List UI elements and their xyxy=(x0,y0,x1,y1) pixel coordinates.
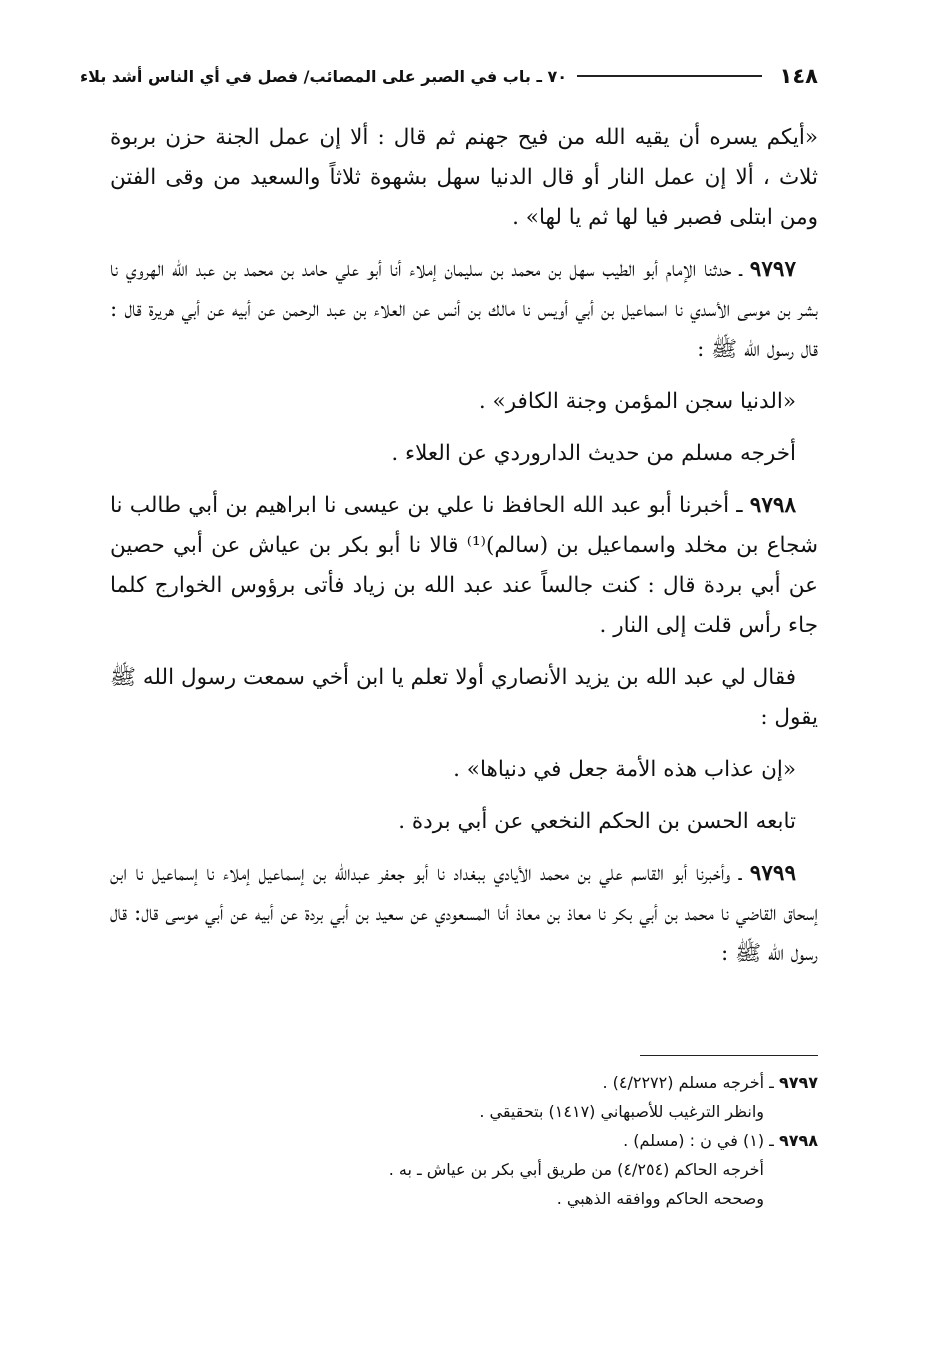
hadith-chain: ـ حدثنا الإمام أبو الطيب سهل بن محمد بن سليمان إملاء أنا أبو علي حامد بن محمد بن عبد الله الهروي نا بشر بن موسى الأسدي نا اسماعيل بن أبي أويس نا مالك بن أنس عن العلاء بن عبد الرحمن عن أبيه عن أبي هريرة قال : قال رسول الله ﷺ : xyxy=(110,257,818,362)
footnote-9798 xyxy=(160,1126,818,1155)
chapter-title: ٧٠ ـ باب في الصبر على المصائب/ فصل في أي الناس أشد بلاء xyxy=(80,66,568,86)
footnote-text: أخرجه الحاكم (٤/٢٥٤) من طريق أبي بكر بن عياش ـ به . xyxy=(388,1160,764,1179)
footnote-rule xyxy=(640,1055,818,1056)
header-rule xyxy=(577,75,762,77)
hadith-note: تابعه الحسن بن الحكم النخعي عن أبي بردة . xyxy=(398,809,796,834)
main-text xyxy=(110,118,818,986)
hadith-narration: فقال لي عبد الله بن يزيد الأنصاري أولا تعلم يا ابن أخي سمعت رسول الله ﷺ يقول : xyxy=(110,665,818,730)
hadith-text: «إن عذاب هذه الأمة جعل في دنياها» . xyxy=(453,757,796,782)
hadith-text: «الدنيا سجن المؤمن وجنة الكافر» . xyxy=(478,389,796,414)
hadith-note: أخرجه مسلم من حديث الداروردي عن العلاء . xyxy=(391,441,796,466)
hadith-chain: ـ أخبرنا أبو عبد الله الحافظ نا علي بن عيسى نا ابراهيم بن أبي طالب نا شجاع بن مخلد واسماعيل بن (سالم)⁽¹⁾ قالا نا أبو بكر بن عياش عن أبي حصين عن أبي بردة قال : كنت جالساً عند عبد الله بن زياد فأتى برؤوس الخوارج كلما جاء رأس قلت إلى النار . xyxy=(110,493,818,638)
hadith-number: ٩٧٩٩ xyxy=(749,861,796,886)
hadith-number: ٩٧٩٧ xyxy=(749,257,796,282)
hadith-number: ٩٧٩٨ xyxy=(749,493,796,518)
footnote-text: ـ (١) في ن : (مسلم) . xyxy=(623,1131,779,1150)
hadith-chain: ـ وأخبرنا أبو القاسم علي بن محمد الأيادي ببغداد نا أبو جعفر عبدالله بن إسماعيل إملاء نا إسماعيل نا ابن إسحاق القاضي نا محمد بن أبي بكر نا معاذ بن معاذ أنا المسعودي عن سعيد بن أبي بردة عن أبيه عن أبي موسى قال: قال رسول الله ﷺ : xyxy=(110,861,818,966)
hadith-9799 xyxy=(110,854,818,974)
hadith-9797 xyxy=(110,250,818,370)
hadith-continuation: «أيكم يسره أن يقيه الله من فيح جهنم ثم قال : ألا إن عمل الجنة حزن بربوة ثلاث ، ألا إن عمل النار أو قال الدنيا سهل بشهوة ثلاثاً والسعيد من وقى الفتن ومن ابتلى فصبر فيا لها ثم يا لها» . xyxy=(110,125,818,230)
footnote-text: ـ أخرجه مسلم (٤/٢٢٧٢) . xyxy=(602,1073,779,1092)
footnotes xyxy=(160,1068,818,1213)
page-number: ١٤٨ xyxy=(779,64,818,88)
footnote-text: وصححه الحاكم ووافقه الذهبي . xyxy=(556,1189,764,1208)
footnote-text: وانظر الترغيب للأصبهاني (١٤١٧) بتحقيقي . xyxy=(479,1102,764,1121)
footnote-number: ٩٧٩٧ xyxy=(778,1073,818,1092)
running-header xyxy=(80,58,818,94)
footnote-number: ٩٧٩٨ xyxy=(778,1131,818,1150)
hadith-9798 xyxy=(110,486,818,646)
footnote-9797 xyxy=(160,1068,818,1097)
